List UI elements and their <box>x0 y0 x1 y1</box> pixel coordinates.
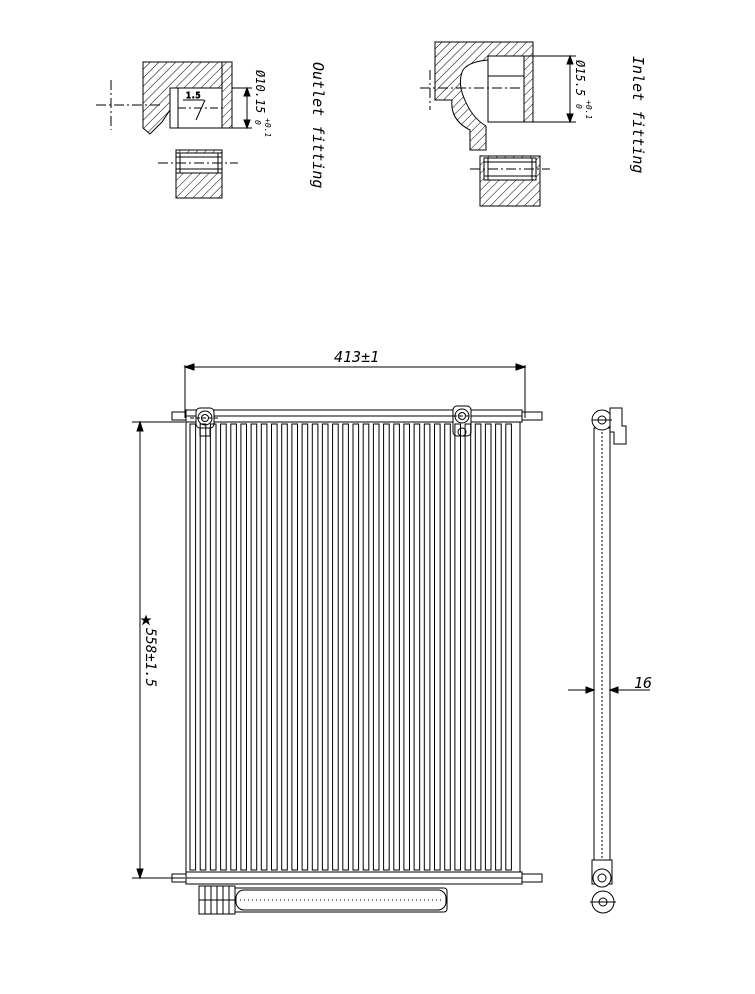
condenser-tube <box>333 424 339 870</box>
condenser-tube <box>312 424 318 870</box>
inlet-body-right <box>524 56 533 122</box>
condenser-tube <box>353 424 359 870</box>
inlet-diameter-label: Ø15.5 <box>573 60 587 97</box>
condenser-tube <box>282 424 288 870</box>
condenser-tube <box>506 424 512 870</box>
height-dimension-label: 558±1.5 <box>142 628 158 688</box>
condenser-tube <box>394 424 400 870</box>
condenser-tube <box>414 424 420 870</box>
side-bottom-bracket <box>590 860 616 913</box>
condenser-tube <box>373 424 379 870</box>
side-top-bracket <box>592 408 626 444</box>
condenser-tube <box>435 424 441 870</box>
condenser-tube <box>190 424 196 870</box>
condenser-tube <box>485 424 491 870</box>
inlet-tol-upper: +0.1 <box>584 100 593 120</box>
outlet-diameter-label: Ø10.15 <box>253 70 267 114</box>
condenser-tube <box>496 424 502 870</box>
inlet-fitting-title: Inlet fitting <box>629 56 647 174</box>
condenser-tubes <box>190 424 511 870</box>
condenser-tube <box>272 424 278 870</box>
condenser-tube <box>302 424 308 870</box>
inlet-bore <box>488 56 524 122</box>
outlet-tol-upper: +0.1 <box>263 118 272 138</box>
condenser-tube <box>292 424 298 870</box>
condenser-tube <box>322 424 328 870</box>
condenser-tube <box>384 424 390 870</box>
condenser-tube <box>343 424 349 870</box>
inlet-fitting-detail <box>420 42 576 206</box>
top-left-stub <box>172 412 186 420</box>
condenser-tube <box>251 424 257 870</box>
outlet-small-dim: 1.5 <box>186 91 201 100</box>
depth-dimension-label: 16 <box>634 674 653 692</box>
outlet-fitting-title: Outlet fitting <box>309 62 327 189</box>
condenser-tube <box>404 424 410 870</box>
condenser-tube <box>200 424 206 870</box>
outlet-fitting-detail <box>96 62 252 198</box>
condenser-side-view <box>568 408 653 913</box>
condenser-tube <box>363 424 369 870</box>
width-dimension-label: 413±1 <box>334 348 380 366</box>
condenser-tube <box>455 424 461 870</box>
condenser-tube <box>261 424 267 870</box>
critical-dimension-star <box>142 616 150 624</box>
bottom-right-stub <box>522 874 542 882</box>
condenser-tube <box>445 424 451 870</box>
condenser-tube <box>241 424 247 870</box>
condenser-tube <box>221 424 227 870</box>
inlet-tol-lower: 0 <box>574 104 583 109</box>
condenser-tube <box>424 424 430 870</box>
condenser-tube <box>465 424 471 870</box>
condenser-tube <box>475 424 481 870</box>
condenser-tube <box>231 424 237 870</box>
outlet-body-right <box>222 62 232 128</box>
receiver-drier <box>199 886 447 914</box>
outlet-tol-lower: 0 <box>253 120 262 125</box>
condenser-tube <box>210 424 216 870</box>
